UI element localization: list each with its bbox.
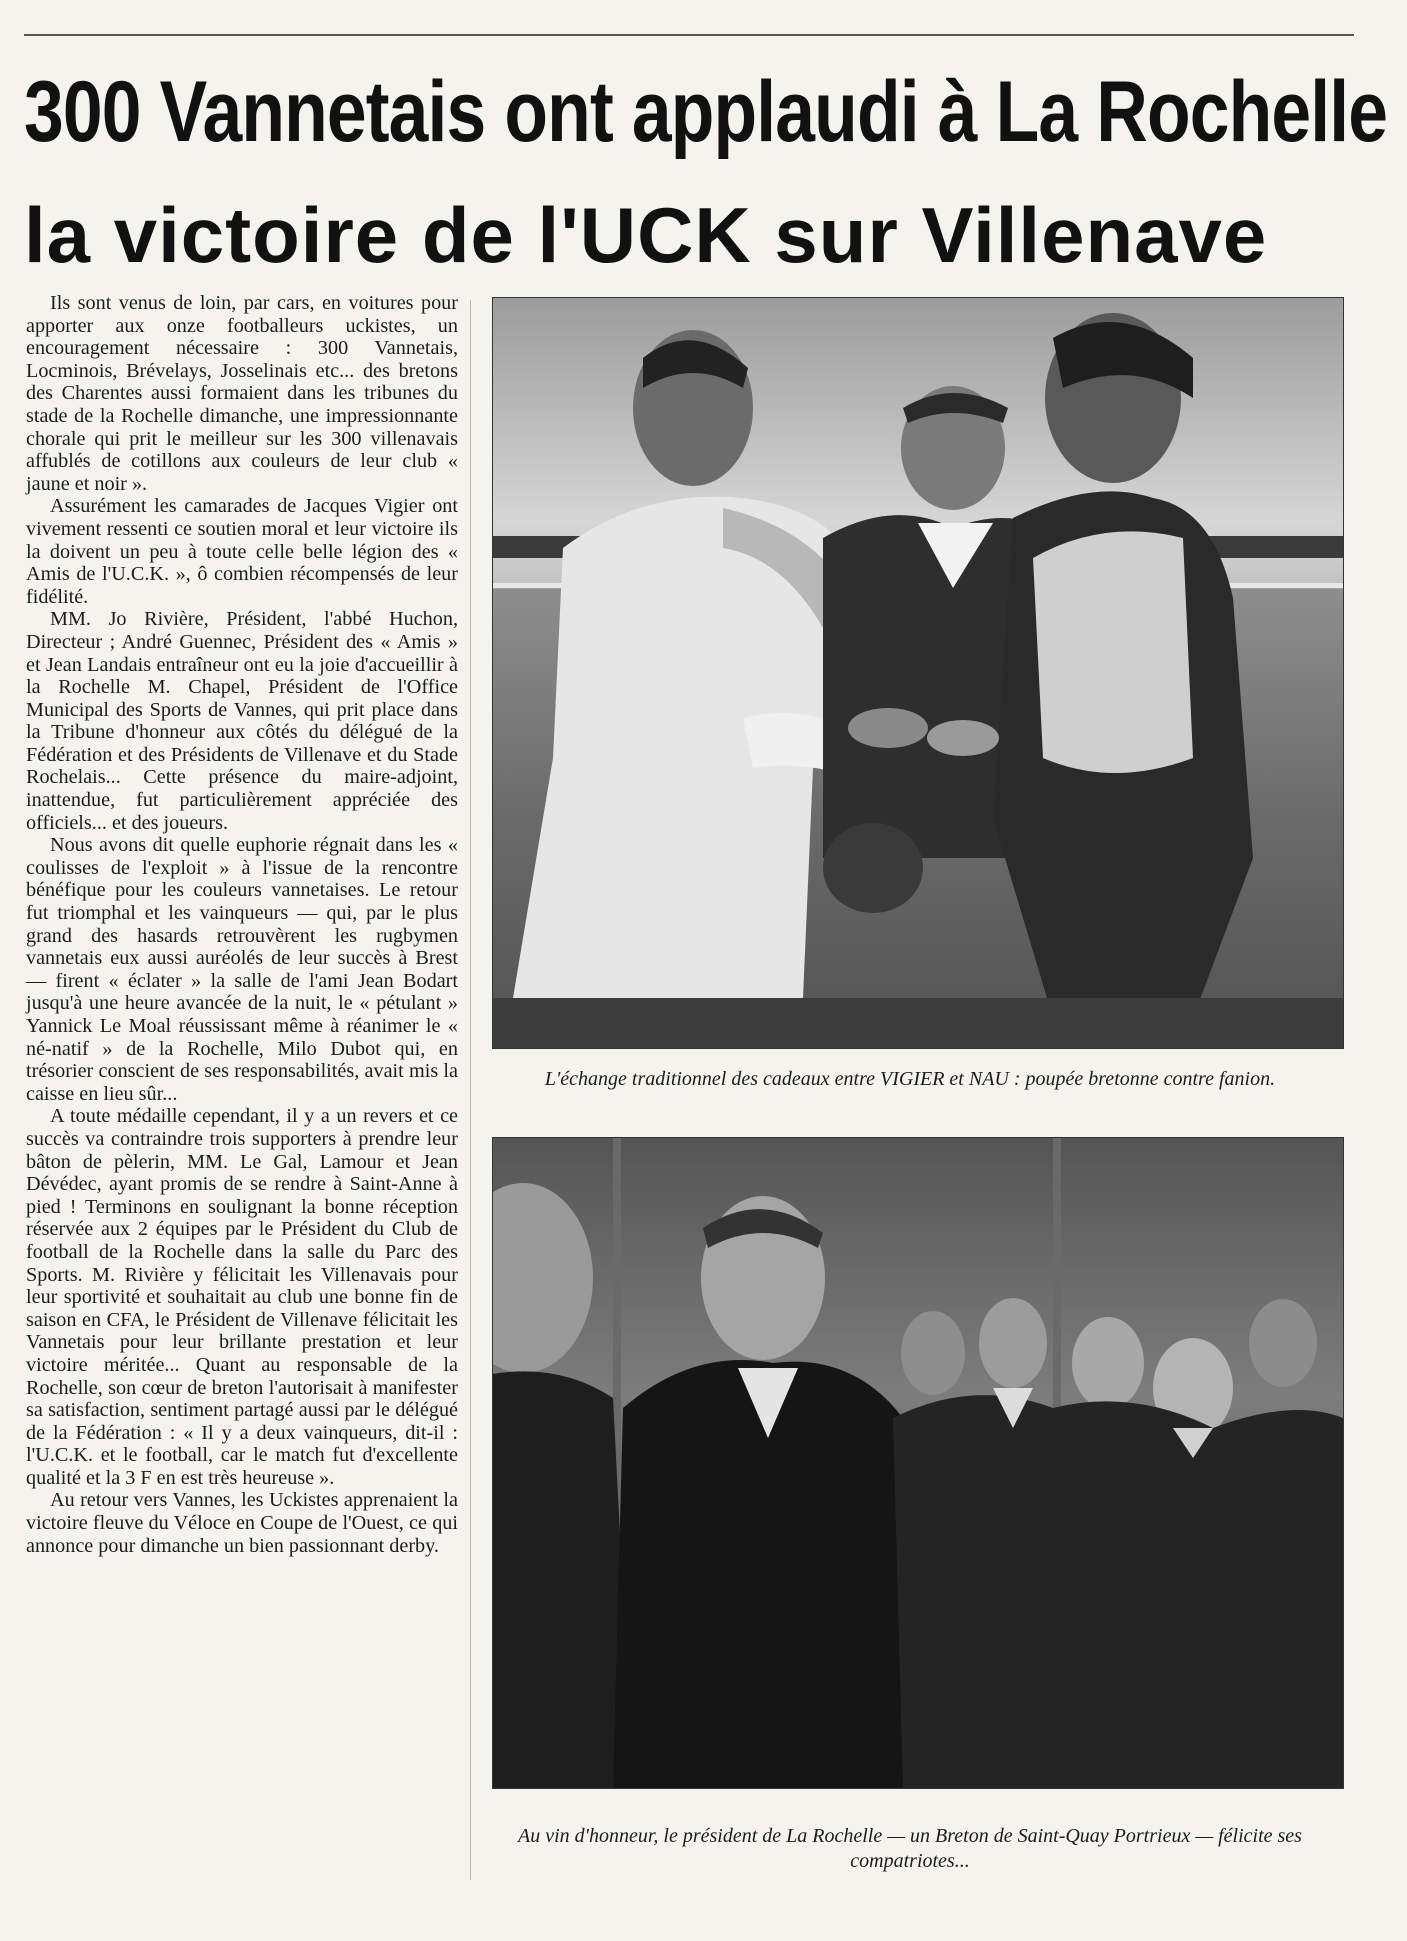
article-body bbox=[26, 292, 458, 1557]
photo-reception bbox=[492, 1137, 1344, 1789]
headline-line-2: la victoire de l'UCK sur Villenave bbox=[24, 191, 1268, 279]
article-paragraph: Au retour vers Vannes, les Uckistes apprenaient la victoire fleuve du Véloce en Coupe de l'Ouest, ce qui annonce pour dimanche un bien passionnant derby. bbox=[26, 1489, 458, 1557]
top-rule bbox=[24, 34, 1354, 36]
photo-reception-image bbox=[493, 1138, 1343, 1788]
photo-gift-exchange bbox=[492, 297, 1344, 1049]
photo-caption-bottom: Au vin d'honneur, le président de La Rochelle — un Breton de Saint-Quay Portrieux — félicite ses compatriotes... bbox=[518, 1825, 1302, 1872]
photo-caption-top: L'échange traditionnel des cadeaux entre VIGIER et NAU : poupée bretonne contre fanion. bbox=[544, 1068, 1276, 1090]
article-paragraph: Nous avons dit quelle euphorie régnait dans les « coulisses de l'exploit » à l'issue de la rencontre bénéfique pour les couleurs vannetaises. Le retour fut triomphal et les vainqueurs — qui, par le plus grand des hasards retrouvèrent les rugbymen vannetais eux aussi auréolés de leur succès à Brest — firent « éclater » la salle de l'ami Jean Bodart jusqu'à une heure avancée de la nuit, le « pétulant » Yannick Le Moal réussissant même à réanimer le « né-natif » de la Rochelle, Milo Dubot qui, en trésorier conscient de ses responsabilités, avait mis la caisse en lieu sûr... bbox=[26, 834, 458, 1105]
photo-gift-exchange-image bbox=[493, 298, 1343, 1048]
headline-line-1: 300 Vannetais ont applaudi à La Rochelle bbox=[24, 64, 1388, 160]
article-paragraph: Ils sont venus de loin, par cars, en voitures pour apporter aux onze footballeurs uckistes, un encouragement nécessaire : 300 Vannetais, Locminois, Brévelays, Josselinais etc... des bretons des Charentes aussi formaient dans les tribunes du stade de la Rochelle dimanche, une impressionnante chorale qui prit le meilleur sur les 300 villenavais affublés de cotillons aux couleurs de leur club « jaune et noir ». bbox=[26, 292, 458, 495]
article-paragraph: MM. Jo Rivière, Président, l'abbé Huchon, Directeur ; André Guennec, Président des « Amis » et Jean Landais entraîneur ont eu la joie d'accueillir à la Rochelle M. Chapel, Président de l'Office Municipal des Sports de Vannes, qui prit place dans la Tribune d'honneur aux côtés du délégué de la Fédération et des Présidents de Villenave et du Stade Rochelais... Cette présence du maire-adjoint, inattendue, fut particulièrement appréciée des officiels... et des joueurs. bbox=[26, 608, 458, 834]
article-paragraph: Assurément les camarades de Jacques Vigier ont vivement ressenti ce soutien moral et leur victoire ils la doivent un peu à toute celle belle légion des « Amis de l'U.C.K. », ô combien récompensés de leur fidélité. bbox=[26, 495, 458, 608]
column-divider bbox=[470, 300, 471, 1880]
article-paragraph: A toute médaille cependant, il y a un revers et ce succès va contraindre trois supporters à prendre leur bâton de pèlerin, MM. Le Gal, Lamour et Jean Dévédec, ayant promis de se rendre à Saint-Anne à pied ! Terminons en soulignant la bonne réception réservée aux 2 équipes par le Président du Club de football de la Rochelle dans la salle du Parc des Sports. M. Rivière y félicitait les Villenavais pour leur sportivité et souhaitait au club une bonne fin de saison en CFA, le Président de Villenave félicitait les Vannetais pour leur brillante prestation et leur victoire méritée... Quant au responsable de la Rochelle, son cœur de breton l'autorisait à manifester sa satisfaction, sentiment partagé aussi par le délégué de la Fédération : « Il y a deux vainqueurs, dit-il : l'U.C.K. et le football, car le match fut d'excellente qualité et la 3 F en est très heureuse ». bbox=[26, 1105, 458, 1489]
